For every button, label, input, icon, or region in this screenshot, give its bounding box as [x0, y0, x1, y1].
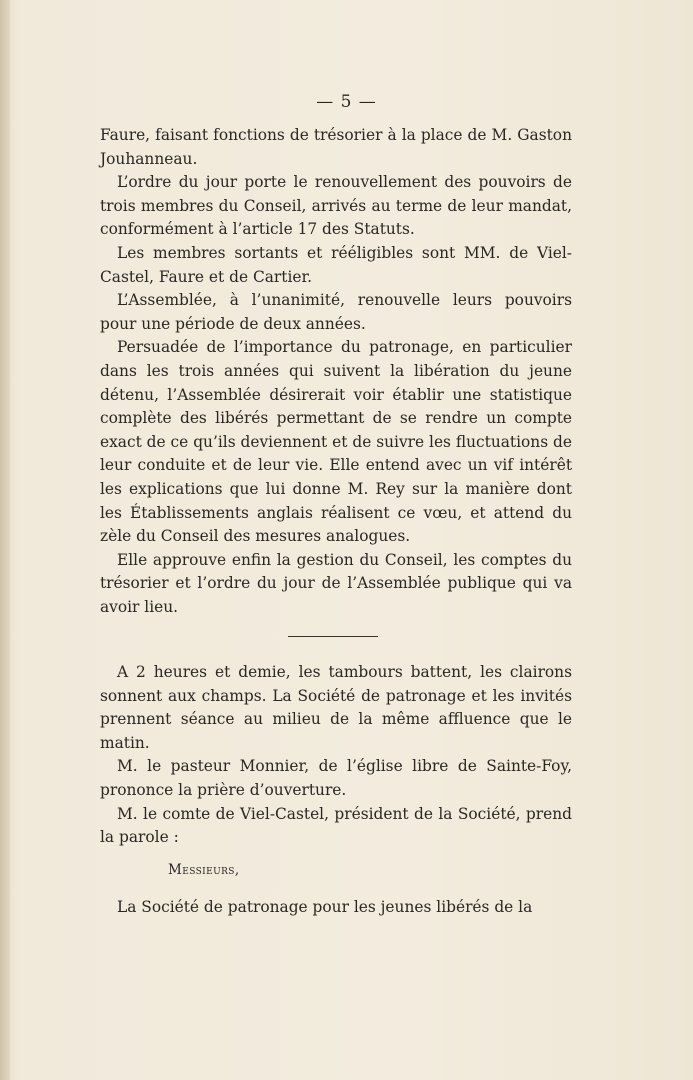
paragraph: Persuadée de l’importance du patronage, en particulier dans les trois années qui suivent la libération du jeune détenu, l’Assemblée désirerait voir établir une statistique complète des libérés permettant de se rendre un compte exact de ce qu’ils deviennent et de suivre les fluctuations de leur conduite et de leur vie. Elle entend avec un vif intérêt les explications que lui donne M. Rey sur la manière dont les Établissements anglais réalisent ce vœu, et attend du zèle du Conseil des mesures analogues. — [100, 338, 572, 546]
salutation: Messieurs, — [168, 862, 240, 878]
paragraph: M. le comte de Viel-Castel, président de la Société, prend la parole : — [100, 804, 572, 847]
paragraph: L’ordre du jour porte le renouvellement des pouvoirs de trois membres du Conseil, arrivés au terme de leur mandat, conformément à l’article 17 des Statuts. — [100, 173, 572, 239]
paragraph: A 2 heures et demie, les tambours battent, les clairons sonnent aux champs. La Société de patronage et les invités prennent séance au milieu de la même affluence que le matin. — [100, 663, 572, 752]
text-block-public-session — [100, 661, 572, 850]
page-binding-edge — [0, 0, 10, 1080]
text-block-minutes — [100, 124, 572, 619]
paragraph: La Société de patronage pour les jeunes libérés de la — [117, 898, 533, 916]
paragraph: M. le pasteur Monnier, de l’église libre de Sainte-Foy, prononce la prière d’ouverture. — [100, 757, 572, 799]
paragraph: Elle approuve enfin la gestion du Conseil, les comptes du trésorier et l’ordre du jour de l’Assemblée publique qui va avoir lieu. — [100, 550, 572, 616]
paragraph: Faure, faisant fonctions de trésorier à la place de M. Gaston Jouhanneau. — [100, 126, 572, 168]
paragraph: L’Assemblée, à l’unanimité, renouvelle leurs pouvoirs pour une période de deux années. — [100, 291, 572, 333]
paragraph: Les membres sortants et rééligibles sont MM. de Viel-Castel, Faure et de Cartier. — [100, 243, 572, 286]
page-number: — 5 — — [316, 92, 377, 112]
section-divider — [288, 636, 378, 637]
text-block-speech — [100, 896, 572, 920]
